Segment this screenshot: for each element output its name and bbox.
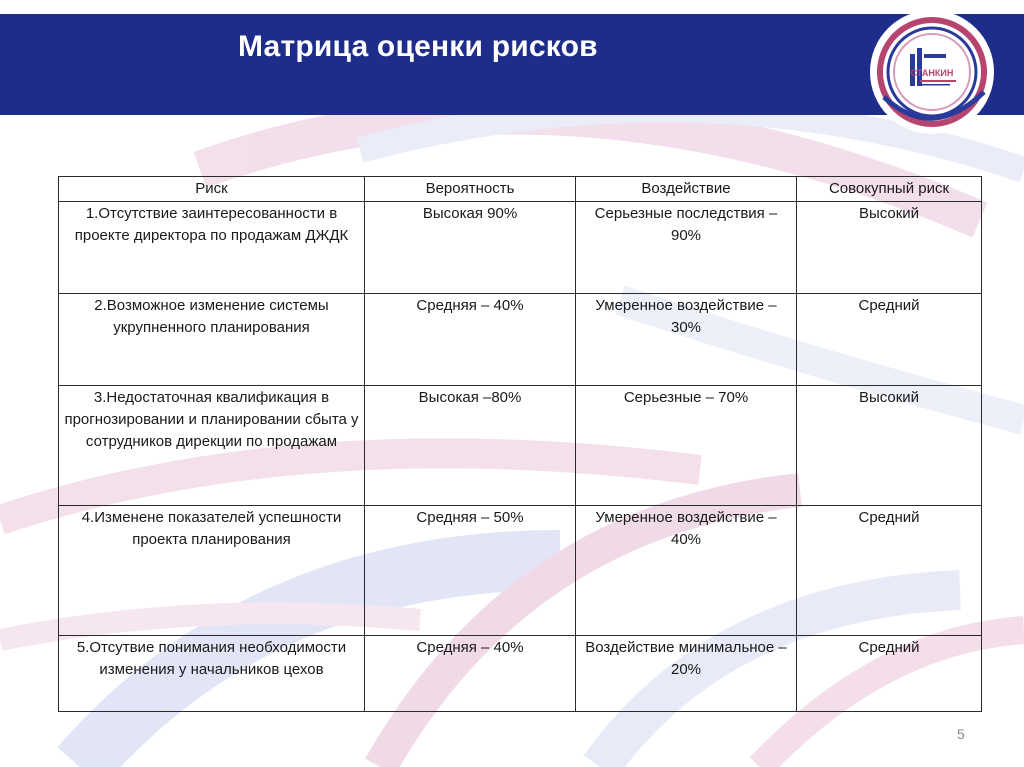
table-row bbox=[59, 294, 982, 386]
column-header-probability: Вероятность bbox=[365, 177, 576, 202]
table-row bbox=[59, 506, 982, 636]
risk-cell: 5.Отсутвие понимания необходимости изменения у начальников цехов bbox=[59, 636, 365, 712]
probability-cell: Средняя – 40% bbox=[365, 636, 576, 712]
total-risk-cell: Средний bbox=[797, 294, 982, 386]
probability-cell: Средняя – 40% bbox=[365, 294, 576, 386]
probability-cell: Высокая 90% bbox=[365, 202, 576, 294]
risk-cell: 4.Изменене показателей успешности проекта планирования bbox=[59, 506, 365, 636]
risk-matrix-table bbox=[58, 176, 982, 712]
impact-cell: Умеренное воздействие – 40% bbox=[576, 506, 797, 636]
column-header-risk: Риск bbox=[59, 177, 365, 202]
table-row bbox=[59, 386, 982, 506]
risk-cell: 2.Возможное изменение системы укрупненного планирования bbox=[59, 294, 365, 386]
logo-text: СТАНКИН bbox=[910, 68, 954, 78]
column-header-total-risk: Совокупный риск bbox=[797, 177, 982, 202]
impact-cell: Воздействие минимальное – 20% bbox=[576, 636, 797, 712]
stankin-logo-icon bbox=[862, 2, 1002, 142]
impact-cell: Серьезные последствия – 90% bbox=[576, 202, 797, 294]
slide-title: Матрица оценки рисков bbox=[238, 30, 598, 63]
total-risk-cell: Средний bbox=[797, 636, 982, 712]
total-risk-cell: Средний bbox=[797, 506, 982, 636]
impact-cell: Умеренное воздействие – 30% bbox=[576, 294, 797, 386]
table-header-row bbox=[59, 177, 982, 202]
risk-cell: 3.Недостаточная квалификация в прогнозировании и планировании сбыта у сотрудников дирекции по продажам bbox=[59, 386, 365, 506]
table-row bbox=[59, 636, 982, 712]
total-risk-cell: Высокий bbox=[797, 202, 982, 294]
column-header-impact: Воздействие bbox=[576, 177, 797, 202]
risk-cell: 1.Отсутствие заинтересованности в проекте директора по продажам ДЖДК bbox=[59, 202, 365, 294]
probability-cell: Средняя – 50% bbox=[365, 506, 576, 636]
page-number: 5 bbox=[957, 726, 965, 742]
impact-cell: Серьезные – 70% bbox=[576, 386, 797, 506]
total-risk-cell: Высокий bbox=[797, 386, 982, 506]
logo bbox=[862, 2, 1002, 142]
probability-cell: Высокая –80% bbox=[365, 386, 576, 506]
table-row bbox=[59, 202, 982, 294]
